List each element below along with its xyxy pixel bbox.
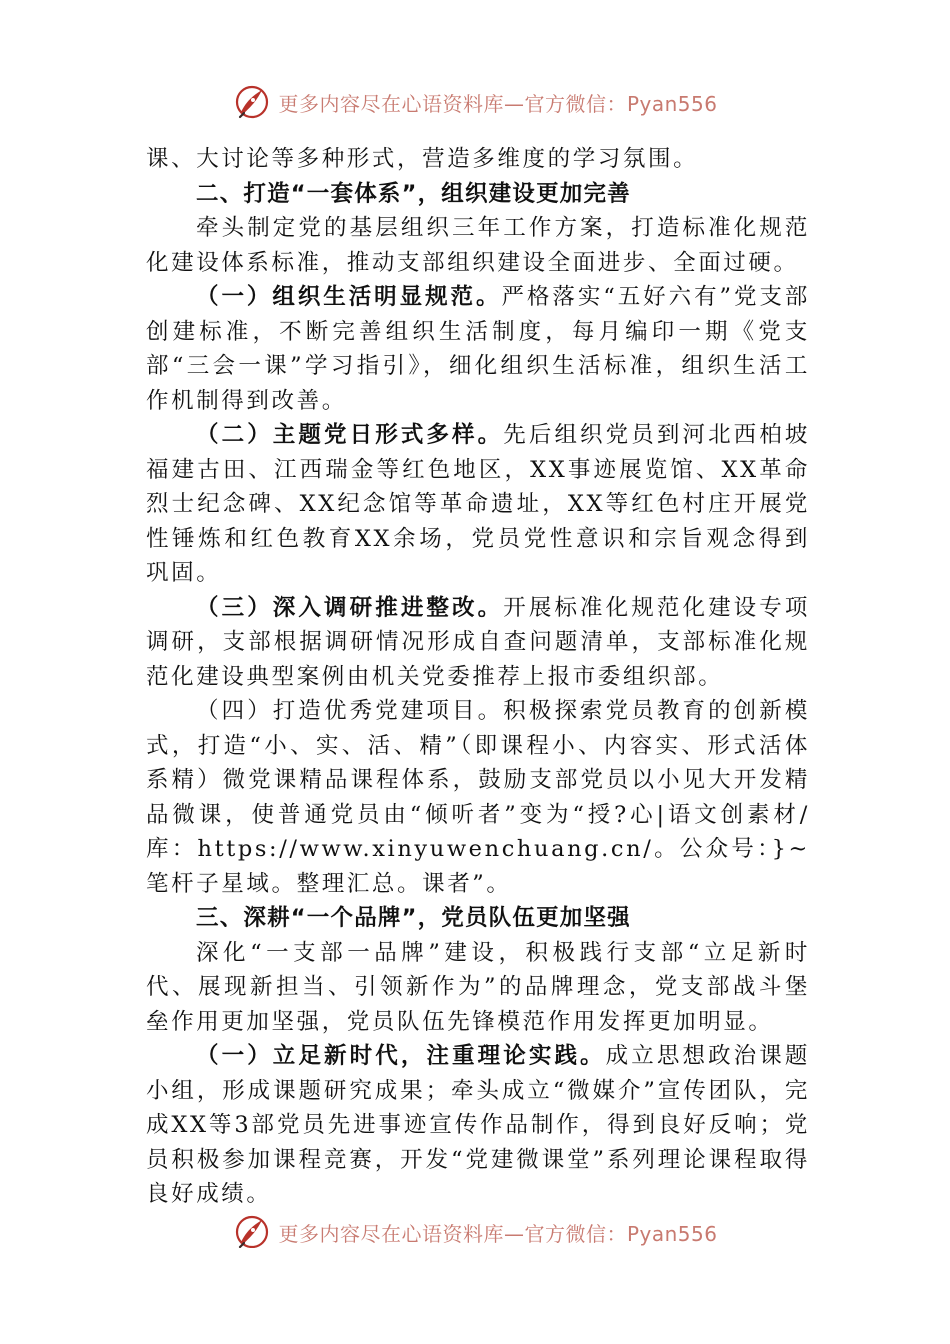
paragraph: 课、大讨论等多种形式，营造多维度的学习氛围。	[146, 146, 699, 172]
paragraph	[146, 418, 810, 591]
paragraph-text: 先后组织党员到河北西柏坡福建古田、江西瑞金等红色地区，XX事迹展览馆、XX革命烈士纪念碑、XX纪念馆等革命遗址，XX等红色村庄开展党性锤炼和红色教育XX余场，党员党性意识和宗旨观念得到巩固。	[146, 422, 810, 586]
paragraph	[146, 591, 810, 695]
paragraph	[146, 1039, 810, 1212]
paragraph	[146, 280, 810, 418]
subheading: （一）立足新时代，注重理论实践。	[196, 1043, 606, 1069]
paragraph: 深化“一支部一品牌”建设，积极践行支部“立足新时代、展现新担当、引领新作为”的品牌理念，党支部战斗堡垒作用更加坚强，党员队伍先锋模范作用发挥更加明显。	[146, 939, 810, 1035]
section-heading: 三、深耕“一个品牌”，党员队伍更加坚强	[196, 905, 631, 931]
section-heading: 二、打造“一套体系”，组织建设更加完善	[196, 180, 631, 207]
paragraph-text: 严格落实“五好六有”党支部创建标准，不断完善组织生活制度，每月编印一期《党支部“三会一课”学习指引》，细化组织生活标准，组织生活工作机制得到改善。	[146, 284, 811, 414]
paragraph-text: 开展标准化规范化建设专项调研，支部根据调研情况形成自查问题清单，支部标准化规范化建设典型案例由机关党委推荐上报市委组织部。	[146, 594, 810, 690]
subheading: （二）主题党日形式多样。	[196, 422, 504, 448]
pen-nib-logo-icon	[232, 82, 272, 122]
banner-text: 更多内容尽在心语资料库—官方微信：Pyan556	[278, 1221, 718, 1246]
paragraph: 牵头制定党的基层组织三年工作方案，打造标准化规范化建设体系标准，推动支部组织建设全面进步、全面过硬。	[146, 215, 810, 276]
subheading: （三）深入调研推进整改。	[196, 594, 504, 621]
paragraph-text: 成立思想政治课题小组，形成课题研究成果；牵头成立“微媒介”宣传团队，完成XX等3部党员先进事迹宣传作品制作，得到良好反响；党员积极参加课程竞赛，开发“党建微课堂”系列理论课程取得良好成绩。	[146, 1043, 810, 1207]
subheading: （一）组织生活明显规范。	[196, 284, 502, 310]
pen-nib-logo-icon	[232, 1212, 272, 1248]
header-banner	[0, 80, 950, 124]
banner-text: 更多内容尽在心语资料库—官方微信：Pyan556	[278, 91, 718, 116]
document-body	[146, 142, 810, 1212]
paragraph: （四）打造优秀党建项目。积极探索党员教育的创新模式，打造“小、实、活、精”（即课程小、内容实、形式活体系精）微党课精品课程体系，鼓励支部党员以小见大开发精品微课，使普通党员由“倾听者”变为“授?心|语文创素材/库：https://www.xinyuwenchuang.cn/。公众号：}~笔杆子星域。整理汇总。课者”。	[146, 698, 810, 897]
footer-banner	[0, 1200, 950, 1248]
